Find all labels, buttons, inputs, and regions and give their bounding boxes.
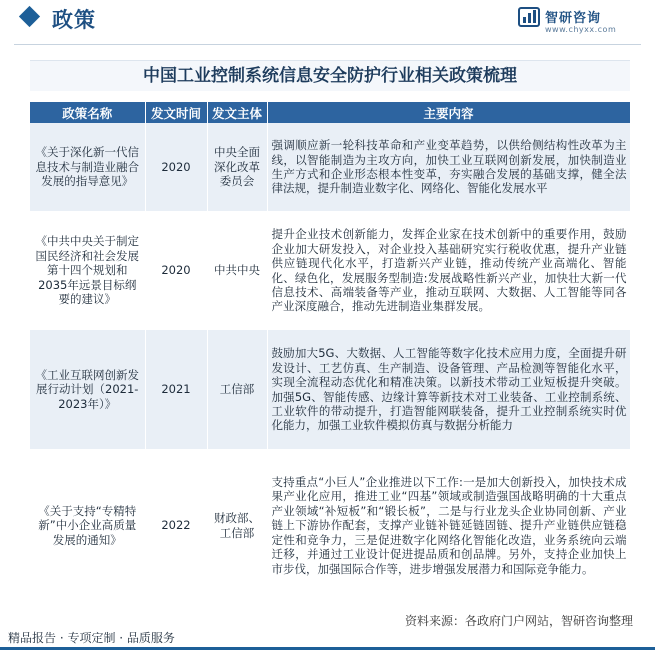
policy-year: 2020 — [145, 211, 207, 330]
page-footer — [0, 624, 655, 650]
brand-url: www.chyxx.com — [545, 25, 617, 34]
header-divider — [14, 44, 641, 45]
policy-name: 《关于深化新一代信息技术与制造业融合发展的指导意见》 — [30, 123, 145, 211]
policy-name: 《中共中央关于制定国民经济和社会发展第十四个规划和2035年远景目标纲要的建议》 — [30, 211, 145, 330]
table-header-row — [30, 102, 630, 123]
policy-year: 2021 — [145, 330, 207, 449]
policy-content: 支持重点“小巨人”企业推进以下工作:一是加大创新投入，加快技术成果产业化应用，推进工业“四基”领域或制造强国战略明确的十大重点产业领域“补短板”和“锻长板”，二是与行业龙头企业协同创新、产业链上下游协作配套，支撑产业链补链延链固链、提升产业链供应链稳定性和竞争力，三是促进数字化网络化智能化改造，业务系统向云端迁移，并通过工业设计促进提品质和创品牌。另外，支持企业加快上市步伐，加强国际合作等，进步增强发展潜力和国际竞争能力。 — [267, 449, 630, 602]
diamond-icon — [19, 6, 40, 27]
brand-logo-icon — [518, 7, 540, 27]
footer-slogan: 精品报告 · 专项定制 · 品质服务 — [8, 631, 175, 645]
policy-name: 《关于支持“专精特新”中小企业高质量发展的通知》 — [30, 449, 145, 602]
column-header-issuer: 发文主体 — [207, 102, 267, 123]
policy-table — [30, 102, 631, 602]
column-header-name: 政策名称 — [30, 102, 145, 123]
table-row — [30, 449, 630, 602]
page-header — [0, 0, 655, 40]
column-header-content: 主要内容 — [267, 102, 630, 123]
section-title: 政策 — [52, 8, 96, 32]
source-note: 资料来源：各政府门户网站，智研咨询整理 — [404, 614, 633, 628]
policy-year: 2020 — [145, 123, 207, 211]
policy-issuer: 工信部 — [207, 330, 267, 449]
table-row — [30, 123, 630, 211]
policy-content: 强调顺应新一轮科技革命和产业变革趋势，以供给侧结构性改革为主线，以智能制造为主攻方向，加快工业互联网创新发展，加快制造业生产方式和企业形态根本性变革，夯实融合发展的基础支撑，健全法律法规，提升制造业数字化、网络化、智能化发展水平 — [267, 123, 630, 211]
table-row — [30, 330, 630, 449]
policy-issuer: 中共中央 — [207, 211, 267, 330]
policy-issuer: 中央全面深化改革委员会 — [207, 123, 267, 211]
policy-name: 《工业互联网创新发展行动计划（2021-2023年）》 — [30, 330, 145, 449]
table-title: 中国工业控制系统信息安全防护行业相关政策梳理 — [30, 60, 630, 91]
policy-content: 提升企业技术创新能力，发挥企业家在技术创新中的重要作用，鼓励企业加大研发投入，对企业投入基础研究实行税收优惠，提升产业链供应链现代化水平，打造新兴产业链，推动传统产业高端化、智能化、绿色化，发展服务型制造:发展战略性新兴产业，加快壮大新一代信息技术、高端装备等产业，推动互联网、大数据、人工智能等同各产业深度融合，推动先进制造业集群发展。 — [267, 211, 630, 330]
policy-year: 2022 — [145, 449, 207, 602]
column-header-year: 发文时间 — [145, 102, 207, 123]
policy-content: 鼓励加大5G、大数据、人工智能等数字化技术应用力度，全面提升研发设计、工艺仿真、生产制造、设备管理、产品检测等智能化水平，实现全流程动态优化和精准决策。以新技术带动工业短板提升突破。加强5G、智能传感、边缘计算等新技术对工业装备、工业控制系统、工业软件的带动提升，打造智能网联装备，提升工业控制系统实时优化能力，加强工业软件模拟仿真与数据分析能力 — [267, 330, 630, 449]
brand-name: 智研咨询 — [545, 11, 602, 26]
brand-logo — [518, 6, 643, 36]
table-row — [30, 211, 630, 330]
policy-issuer: 财政部、工信部 — [207, 449, 267, 602]
